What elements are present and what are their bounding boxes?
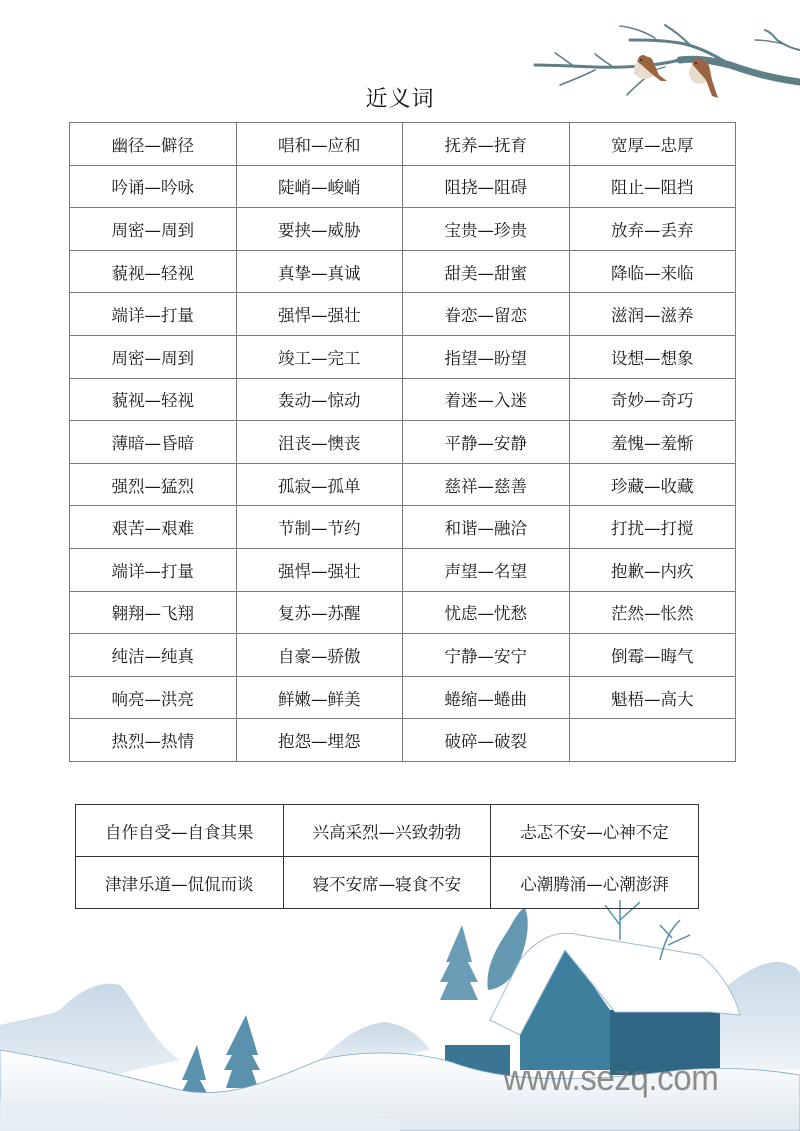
table-cell: 艰苦—艰难 [70,506,237,549]
table-cell: 宝贵—珍贵 [403,208,570,251]
table-cell: 强悍—强壮 [236,293,403,336]
table-cell: 心潮腾涌—心潮澎湃 [491,857,699,909]
table-cell: 自豪—骄傲 [236,634,403,677]
table-cell: 自作自受—自食其果 [76,805,284,857]
table-row [70,208,736,251]
table-cell: 忧虑—忧愁 [403,591,570,634]
table-cell: 周密—周到 [70,208,237,251]
table-cell: 强悍—强壮 [236,548,403,591]
table-cell: 阻止—阻挡 [569,165,736,208]
table-cell: 陡峭—峻峭 [236,165,403,208]
table-cell: 降临—来临 [569,250,736,293]
table-cell: 茫然—怅然 [569,591,736,634]
table-row [70,506,736,549]
table-cell: 声望—名望 [403,548,570,591]
table-cell: 慈祥—慈善 [403,463,570,506]
table-row [70,463,736,506]
table-cell: 沮丧—懊丧 [236,421,403,464]
table-cell: 兴高采烈—兴致勃勃 [283,805,491,857]
table-cell: 平静—安静 [403,421,570,464]
table-cell: 孤寂—孤单 [236,463,403,506]
table-cell: 宽厚—忠厚 [569,123,736,166]
table-cell: 破碎—破裂 [403,719,570,762]
table-cell: 热烈—热情 [70,719,237,762]
table-cell: 端详—打量 [70,293,237,336]
table-cell: 阻挠—阻碍 [403,165,570,208]
table-cell: 宁静—安宁 [403,634,570,677]
table-cell: 翱翔—飞翔 [70,591,237,634]
idiom-pairs-table [75,804,699,909]
table-cell: 忐忑不安—心神不定 [491,805,699,857]
table-cell: 真挚—真诚 [236,250,403,293]
table-cell: 端详—打量 [70,548,237,591]
table-cell: 眷恋—留恋 [403,293,570,336]
page-title: 近义词 [365,87,435,112]
table-cell: 奇妙—奇巧 [569,378,736,421]
table-cell: 藐视—轻视 [70,378,237,421]
table-cell: 周密—周到 [70,335,237,378]
table-cell: 倒霉—晦气 [569,634,736,677]
table-cell: 羞愧—羞惭 [569,421,736,464]
table-row [70,335,736,378]
table-cell: 滋润—滋养 [569,293,736,336]
table-cell: 幽径—僻径 [70,123,237,166]
table-cell: 复苏—苏醒 [236,591,403,634]
table-cell: 寝不安席—寝食不安 [283,857,491,909]
table-row [70,293,736,336]
watermark-text: www.sezq.com [503,1057,719,1098]
table-row [70,634,736,677]
table-cell: 响亮—洪亮 [70,676,237,719]
table-cell: 竣工—完工 [236,335,403,378]
table-cell: 指望—盼望 [403,335,570,378]
table-row [70,165,736,208]
table-cell: 魁梧—高大 [569,676,736,719]
table-cell: 薄暗—昏暗 [70,421,237,464]
table-cell: 要挟—威胁 [236,208,403,251]
table-row [70,591,736,634]
table-row [70,123,736,166]
table-cell: 打扰—打搅 [569,506,736,549]
table-cell: 抚养—抚育 [403,123,570,166]
table-row [70,676,736,719]
table-cell: 鲜嫩—鲜美 [236,676,403,719]
table-row [76,805,699,857]
table-cell: 藐视—轻视 [70,250,237,293]
table-cell: 抱怨—埋怨 [236,719,403,762]
table-cell-empty [569,719,736,762]
table-cell: 节制—节约 [236,506,403,549]
word-pairs-table [69,122,736,762]
table-cell: 甜美—甜蜜 [403,250,570,293]
table-cell: 放弃—丢弃 [569,208,736,251]
table-row [70,250,736,293]
table-row [70,421,736,464]
table-cell: 津津乐道—侃侃而谈 [76,857,284,909]
table-cell: 轰动—惊动 [236,378,403,421]
table-row [70,378,736,421]
table-cell: 珍藏—收藏 [569,463,736,506]
table-cell: 抱歉—内疚 [569,548,736,591]
table-cell: 设想—想象 [569,335,736,378]
table-cell: 纯洁—纯真 [70,634,237,677]
table-cell: 蜷缩—蜷曲 [403,676,570,719]
table-cell: 唱和—应和 [236,123,403,166]
table-cell: 和谐—融洽 [403,506,570,549]
table-row [76,857,699,909]
table-cell: 着迷—入迷 [403,378,570,421]
table-row [70,548,736,591]
table-cell: 强烈—猛烈 [70,463,237,506]
table-row [70,719,736,762]
table-cell: 吟诵—吟咏 [70,165,237,208]
